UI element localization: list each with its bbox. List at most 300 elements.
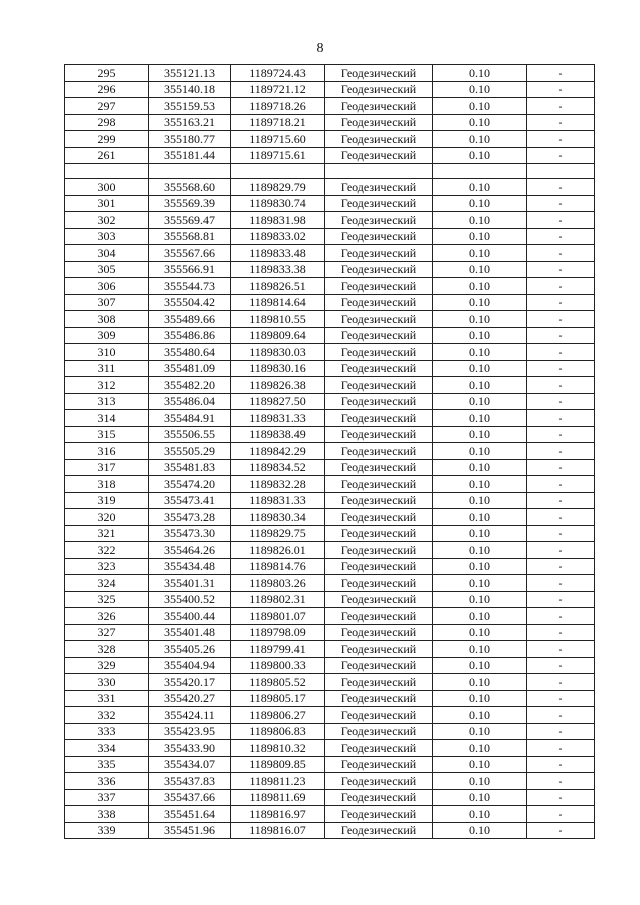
- y-coordinate-cell: 1189810.55: [231, 311, 325, 328]
- y-coordinate-cell: 1189833.48: [231, 245, 325, 262]
- y-coordinate-cell: 1189833.38: [231, 261, 325, 278]
- y-coordinate-cell: 1189805.17: [231, 690, 325, 707]
- method-cell: Геодезический: [325, 393, 433, 410]
- note-cell: -: [527, 806, 595, 823]
- x-coordinate-cell: 355489.66: [149, 311, 231, 328]
- point-number-cell: 305: [65, 261, 149, 278]
- x-coordinate-cell: 355567.66: [149, 245, 231, 262]
- y-coordinate-cell: 1189809.64: [231, 327, 325, 344]
- note-cell: -: [527, 509, 595, 526]
- x-coordinate-cell: 355506.55: [149, 426, 231, 443]
- x-coordinate-cell: 355180.77: [149, 131, 231, 148]
- note-cell: -: [527, 459, 595, 476]
- table-row: [65, 492, 595, 509]
- method-cell: Геодезический: [325, 525, 433, 542]
- table-body: [65, 65, 595, 839]
- point-number-cell: 331: [65, 690, 149, 707]
- x-coordinate-cell: 355163.21: [149, 114, 231, 131]
- method-cell: Геодезический: [325, 360, 433, 377]
- note-cell: -: [527, 525, 595, 542]
- point-number-cell: 328: [65, 641, 149, 658]
- method-cell: Геодезический: [325, 131, 433, 148]
- point-number-cell: 303: [65, 228, 149, 245]
- note-cell: -: [527, 624, 595, 641]
- note-cell: -: [527, 476, 595, 493]
- y-coordinate-cell: 1189816.07: [231, 822, 325, 839]
- method-cell: Геодезический: [325, 476, 433, 493]
- y-coordinate-cell: 1189834.52: [231, 459, 325, 476]
- note-cell: -: [527, 690, 595, 707]
- accuracy-cell: 0.10: [433, 228, 527, 245]
- x-coordinate-cell: 355404.94: [149, 657, 231, 674]
- x-coordinate-cell: 355423.95: [149, 723, 231, 740]
- note-cell: -: [527, 393, 595, 410]
- x-coordinate-cell: 355424.11: [149, 707, 231, 724]
- note-cell: -: [527, 443, 595, 460]
- note-cell: -: [527, 65, 595, 82]
- x-coordinate-cell: 355451.96: [149, 822, 231, 839]
- x-coordinate-cell: 355481.83: [149, 459, 231, 476]
- note-cell: -: [527, 608, 595, 625]
- y-coordinate-cell: 1189838.49: [231, 426, 325, 443]
- point-number-cell: 299: [65, 131, 149, 148]
- x-coordinate-cell: 355433.90: [149, 740, 231, 757]
- point-number-cell: 308: [65, 311, 149, 328]
- accuracy-cell: 0.10: [433, 426, 527, 443]
- x-coordinate-cell: 355434.07: [149, 756, 231, 773]
- table-row: [65, 657, 595, 674]
- method-cell: Геодезический: [325, 459, 433, 476]
- note-cell: -: [527, 707, 595, 724]
- table-row: [65, 476, 595, 493]
- point-number-cell: 332: [65, 707, 149, 724]
- accuracy-cell: 0.10: [433, 360, 527, 377]
- table-row: [65, 756, 595, 773]
- point-number-cell: 314: [65, 410, 149, 427]
- method-cell: Геодезический: [325, 575, 433, 592]
- x-coordinate-cell: [149, 164, 231, 179]
- accuracy-cell: 0.10: [433, 377, 527, 394]
- accuracy-cell: 0.10: [433, 327, 527, 344]
- method-cell: Геодезический: [325, 756, 433, 773]
- point-number-cell: 304: [65, 245, 149, 262]
- method-cell: Геодезический: [325, 377, 433, 394]
- accuracy-cell: 0.10: [433, 591, 527, 608]
- y-coordinate-cell: 1189833.02: [231, 228, 325, 245]
- note-cell: -: [527, 278, 595, 295]
- y-coordinate-cell: 1189827.50: [231, 393, 325, 410]
- accuracy-cell: 0.10: [433, 245, 527, 262]
- note-cell: -: [527, 245, 595, 262]
- y-coordinate-cell: 1189830.34: [231, 509, 325, 526]
- note-cell: -: [527, 228, 595, 245]
- note-cell: [527, 164, 595, 179]
- table-row: [65, 542, 595, 559]
- x-coordinate-cell: 355481.09: [149, 360, 231, 377]
- accuracy-cell: 0.10: [433, 674, 527, 691]
- accuracy-cell: 0.10: [433, 690, 527, 707]
- point-number-cell: 311: [65, 360, 149, 377]
- note-cell: -: [527, 360, 595, 377]
- table-row: [65, 410, 595, 427]
- point-number-cell: 306: [65, 278, 149, 295]
- note-cell: -: [527, 426, 595, 443]
- method-cell: Геодезический: [325, 723, 433, 740]
- accuracy-cell: 0.10: [433, 410, 527, 427]
- y-coordinate-cell: 1189814.76: [231, 558, 325, 575]
- x-coordinate-cell: 355544.73: [149, 278, 231, 295]
- accuracy-cell: 0.10: [433, 525, 527, 542]
- accuracy-cell: 0.10: [433, 509, 527, 526]
- table-row: [65, 822, 595, 839]
- accuracy-cell: 0.10: [433, 756, 527, 773]
- method-cell: Геодезический: [325, 624, 433, 641]
- note-cell: -: [527, 740, 595, 757]
- method-cell: Геодезический: [325, 443, 433, 460]
- y-coordinate-cell: 1189715.60: [231, 131, 325, 148]
- table-row: [65, 723, 595, 740]
- note-cell: -: [527, 294, 595, 311]
- accuracy-cell: 0.10: [433, 98, 527, 115]
- point-number-cell: 307: [65, 294, 149, 311]
- y-coordinate-cell: [231, 164, 325, 179]
- method-cell: Геодезический: [325, 542, 433, 559]
- accuracy-cell: 0.10: [433, 789, 527, 806]
- accuracy-cell: 0.10: [433, 393, 527, 410]
- note-cell: -: [527, 344, 595, 361]
- table-row: [65, 690, 595, 707]
- y-coordinate-cell: 1189718.26: [231, 98, 325, 115]
- table-row: [65, 311, 595, 328]
- x-coordinate-cell: 355505.29: [149, 443, 231, 460]
- accuracy-cell: 0.10: [433, 131, 527, 148]
- x-coordinate-cell: 355482.20: [149, 377, 231, 394]
- point-number-cell: 336: [65, 773, 149, 790]
- note-cell: -: [527, 558, 595, 575]
- method-cell: Геодезический: [325, 327, 433, 344]
- point-number-cell: 297: [65, 98, 149, 115]
- method-cell: Геодезический: [325, 558, 433, 575]
- x-coordinate-cell: 355401.31: [149, 575, 231, 592]
- point-number-cell: 316: [65, 443, 149, 460]
- accuracy-cell: 0.10: [433, 822, 527, 839]
- table-row: [65, 773, 595, 790]
- method-cell: Геодезический: [325, 65, 433, 82]
- accuracy-cell: 0.10: [433, 657, 527, 674]
- y-coordinate-cell: 1189806.27: [231, 707, 325, 724]
- method-cell: Геодезический: [325, 822, 433, 839]
- y-coordinate-cell: 1189718.21: [231, 114, 325, 131]
- method-cell: Геодезический: [325, 195, 433, 212]
- y-coordinate-cell: 1189816.97: [231, 806, 325, 823]
- accuracy-cell: 0.10: [433, 344, 527, 361]
- accuracy-cell: 0.10: [433, 195, 527, 212]
- note-cell: -: [527, 179, 595, 196]
- method-cell: Геодезический: [325, 294, 433, 311]
- point-number-cell: 323: [65, 558, 149, 575]
- note-cell: -: [527, 789, 595, 806]
- x-coordinate-cell: 355568.60: [149, 179, 231, 196]
- y-coordinate-cell: 1189826.51: [231, 278, 325, 295]
- point-number-cell: 309: [65, 327, 149, 344]
- table-row: [65, 98, 595, 115]
- y-coordinate-cell: 1189830.03: [231, 344, 325, 361]
- table-row: [65, 525, 595, 542]
- table-row: [65, 443, 595, 460]
- x-coordinate-cell: 355400.52: [149, 591, 231, 608]
- y-coordinate-cell: 1189842.29: [231, 443, 325, 460]
- y-coordinate-cell: 1189715.61: [231, 147, 325, 164]
- x-coordinate-cell: 355486.86: [149, 327, 231, 344]
- y-coordinate-cell: 1189826.38: [231, 377, 325, 394]
- y-coordinate-cell: 1189805.52: [231, 674, 325, 691]
- point-number-cell: 313: [65, 393, 149, 410]
- x-coordinate-cell: 355451.64: [149, 806, 231, 823]
- method-cell: Геодезический: [325, 114, 433, 131]
- accuracy-cell: 0.10: [433, 459, 527, 476]
- y-coordinate-cell: 1189806.83: [231, 723, 325, 740]
- x-coordinate-cell: 355568.81: [149, 228, 231, 245]
- point-number-cell: 333: [65, 723, 149, 740]
- note-cell: -: [527, 575, 595, 592]
- x-coordinate-cell: 355401.48: [149, 624, 231, 641]
- table-row: [65, 65, 595, 82]
- method-cell: Геодезический: [325, 789, 433, 806]
- method-cell: Геодезический: [325, 509, 433, 526]
- point-number-cell: 327: [65, 624, 149, 641]
- y-coordinate-cell: 1189829.75: [231, 525, 325, 542]
- y-coordinate-cell: 1189811.69: [231, 789, 325, 806]
- table-row: [65, 558, 595, 575]
- y-coordinate-cell: 1189724.43: [231, 65, 325, 82]
- accuracy-cell: 0.10: [433, 476, 527, 493]
- point-number-cell: 329: [65, 657, 149, 674]
- note-cell: -: [527, 492, 595, 509]
- note-cell: -: [527, 410, 595, 427]
- accuracy-cell: 0.10: [433, 278, 527, 295]
- x-coordinate-cell: 355473.41: [149, 492, 231, 509]
- accuracy-cell: 0.10: [433, 773, 527, 790]
- y-coordinate-cell: 1189811.23: [231, 773, 325, 790]
- point-number-cell: 315: [65, 426, 149, 443]
- note-cell: -: [527, 657, 595, 674]
- method-cell: Геодезический: [325, 690, 433, 707]
- table-row: [65, 344, 595, 361]
- table-row: [65, 327, 595, 344]
- note-cell: -: [527, 377, 595, 394]
- note-cell: -: [527, 822, 595, 839]
- note-cell: -: [527, 723, 595, 740]
- note-cell: -: [527, 756, 595, 773]
- point-number-cell: 318: [65, 476, 149, 493]
- page-number: 8: [316, 41, 324, 56]
- point-number-cell: 302: [65, 212, 149, 229]
- x-coordinate-cell: 355121.13: [149, 65, 231, 82]
- method-cell: Геодезический: [325, 707, 433, 724]
- table-row: [65, 789, 595, 806]
- x-coordinate-cell: 355437.66: [149, 789, 231, 806]
- y-coordinate-cell: 1189826.01: [231, 542, 325, 559]
- x-coordinate-cell: 355566.91: [149, 261, 231, 278]
- y-coordinate-cell: 1189814.64: [231, 294, 325, 311]
- y-coordinate-cell: 1189831.33: [231, 410, 325, 427]
- method-cell: Геодезический: [325, 147, 433, 164]
- y-coordinate-cell: 1189803.26: [231, 575, 325, 592]
- accuracy-cell: 0.10: [433, 740, 527, 757]
- point-number-cell: 300: [65, 179, 149, 196]
- method-cell: Геодезический: [325, 608, 433, 625]
- x-coordinate-cell: 355140.18: [149, 81, 231, 98]
- method-cell: Геодезический: [325, 212, 433, 229]
- accuracy-cell: 0.10: [433, 558, 527, 575]
- accuracy-cell: 0.10: [433, 294, 527, 311]
- x-coordinate-cell: 355464.26: [149, 542, 231, 559]
- table-row: [65, 806, 595, 823]
- method-cell: Геодезический: [325, 228, 433, 245]
- y-coordinate-cell: 1189831.33: [231, 492, 325, 509]
- table-row: [65, 261, 595, 278]
- x-coordinate-cell: 355480.64: [149, 344, 231, 361]
- table-row: [65, 707, 595, 724]
- table-row: [65, 459, 595, 476]
- accuracy-cell: 0.10: [433, 806, 527, 823]
- point-number-cell: 324: [65, 575, 149, 592]
- table-row: [65, 164, 595, 179]
- note-cell: -: [527, 773, 595, 790]
- table-row: [65, 393, 595, 410]
- method-cell: Геодезический: [325, 344, 433, 361]
- x-coordinate-cell: 355437.83: [149, 773, 231, 790]
- point-number-cell: 334: [65, 740, 149, 757]
- table-row: [65, 377, 595, 394]
- method-cell: Геодезический: [325, 245, 433, 262]
- point-number-cell: 337: [65, 789, 149, 806]
- point-number-cell: 301: [65, 195, 149, 212]
- table-row: [65, 426, 595, 443]
- accuracy-cell: 0.10: [433, 261, 527, 278]
- table-row: [65, 575, 595, 592]
- point-number-cell: 335: [65, 756, 149, 773]
- note-cell: -: [527, 311, 595, 328]
- x-coordinate-cell: 355473.28: [149, 509, 231, 526]
- table-row: [65, 114, 595, 131]
- accuracy-cell: 0.10: [433, 114, 527, 131]
- method-cell: Геодезический: [325, 410, 433, 427]
- y-coordinate-cell: 1189829.79: [231, 179, 325, 196]
- note-cell: -: [527, 131, 595, 148]
- point-number-cell: 295: [65, 65, 149, 82]
- point-number-cell: 339: [65, 822, 149, 839]
- method-cell: Геодезический: [325, 278, 433, 295]
- note-cell: -: [527, 542, 595, 559]
- note-cell: -: [527, 114, 595, 131]
- method-cell: Геодезический: [325, 674, 433, 691]
- note-cell: -: [527, 147, 595, 164]
- accuracy-cell: 0.10: [433, 443, 527, 460]
- point-number-cell: 261: [65, 147, 149, 164]
- method-cell: Геодезический: [325, 591, 433, 608]
- point-number-cell: 296: [65, 81, 149, 98]
- accuracy-cell: 0.10: [433, 492, 527, 509]
- accuracy-cell: 0.10: [433, 311, 527, 328]
- point-number-cell: 326: [65, 608, 149, 625]
- y-coordinate-cell: 1189809.85: [231, 756, 325, 773]
- method-cell: Геодезический: [325, 426, 433, 443]
- note-cell: -: [527, 674, 595, 691]
- method-cell: Геодезический: [325, 179, 433, 196]
- note-cell: -: [527, 591, 595, 608]
- table-row: [65, 674, 595, 691]
- method-cell: Геодезический: [325, 641, 433, 658]
- x-coordinate-cell: 355400.44: [149, 608, 231, 625]
- table-row: [65, 179, 595, 196]
- method-cell: Геодезический: [325, 492, 433, 509]
- method-cell: Геодезический: [325, 773, 433, 790]
- table-row: [65, 624, 595, 641]
- coordinates-table: [64, 64, 595, 839]
- point-number-cell: 319: [65, 492, 149, 509]
- accuracy-cell: 0.10: [433, 641, 527, 658]
- note-cell: -: [527, 327, 595, 344]
- point-number-cell: 317: [65, 459, 149, 476]
- y-coordinate-cell: 1189799.41: [231, 641, 325, 658]
- x-coordinate-cell: 355420.27: [149, 690, 231, 707]
- table-row: [65, 509, 595, 526]
- method-cell: Геодезический: [325, 657, 433, 674]
- method-cell: Геодезический: [325, 261, 433, 278]
- y-coordinate-cell: 1189831.98: [231, 212, 325, 229]
- method-cell: Геодезический: [325, 806, 433, 823]
- y-coordinate-cell: 1189798.09: [231, 624, 325, 641]
- note-cell: -: [527, 98, 595, 115]
- y-coordinate-cell: 1189800.33: [231, 657, 325, 674]
- table-row: [65, 278, 595, 295]
- table-row: [65, 228, 595, 245]
- accuracy-cell: 0.10: [433, 575, 527, 592]
- point-number-cell: 325: [65, 591, 149, 608]
- x-coordinate-cell: 355474.20: [149, 476, 231, 493]
- note-cell: -: [527, 261, 595, 278]
- accuracy-cell: [433, 164, 527, 179]
- accuracy-cell: 0.10: [433, 212, 527, 229]
- note-cell: -: [527, 212, 595, 229]
- point-number-cell: 321: [65, 525, 149, 542]
- x-coordinate-cell: 355484.91: [149, 410, 231, 427]
- point-number-cell: 320: [65, 509, 149, 526]
- x-coordinate-cell: 355473.30: [149, 525, 231, 542]
- point-number-cell: 298: [65, 114, 149, 131]
- method-cell: Геодезический: [325, 81, 433, 98]
- accuracy-cell: 0.10: [433, 608, 527, 625]
- accuracy-cell: 0.10: [433, 65, 527, 82]
- method-cell: Геодезический: [325, 311, 433, 328]
- table-row: [65, 212, 595, 229]
- table-row: [65, 608, 595, 625]
- method-cell: Геодезический: [325, 740, 433, 757]
- note-cell: -: [527, 195, 595, 212]
- x-coordinate-cell: 355486.04: [149, 393, 231, 410]
- table-row: [65, 740, 595, 757]
- note-cell: -: [527, 641, 595, 658]
- table-row: [65, 131, 595, 148]
- x-coordinate-cell: 355504.42: [149, 294, 231, 311]
- y-coordinate-cell: 1189830.74: [231, 195, 325, 212]
- x-coordinate-cell: 355420.17: [149, 674, 231, 691]
- x-coordinate-cell: 355181.44: [149, 147, 231, 164]
- x-coordinate-cell: 355405.26: [149, 641, 231, 658]
- x-coordinate-cell: 355434.48: [149, 558, 231, 575]
- table-row: [65, 591, 595, 608]
